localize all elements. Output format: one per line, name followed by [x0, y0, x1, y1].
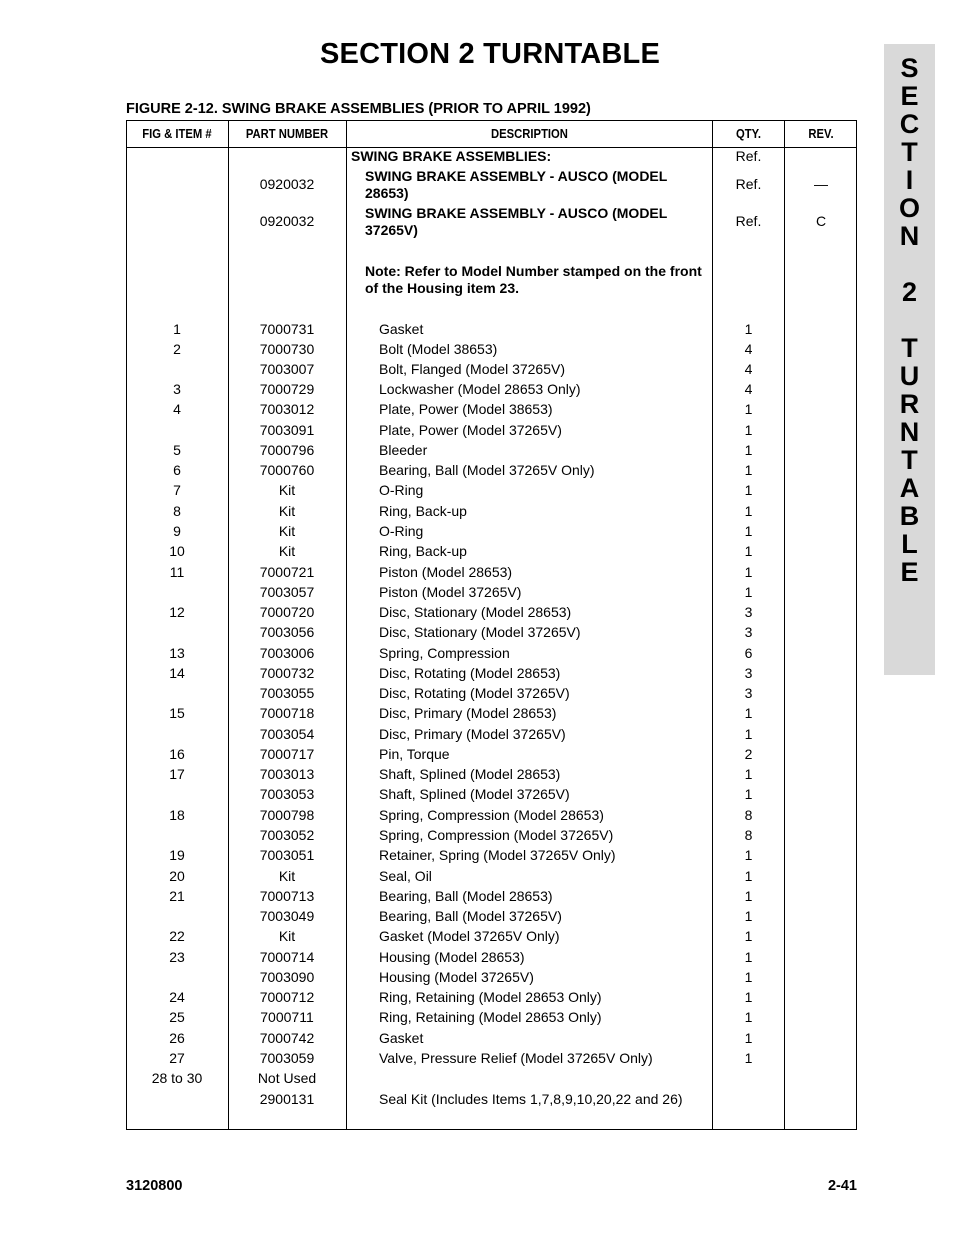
- part-number-cell: 7000717: [259, 746, 315, 762]
- part-number-cell: 7000721: [259, 564, 315, 580]
- fig-item-cell: 13: [169, 645, 185, 661]
- description-cell: Lockwasher (Model 28653 Only): [379, 381, 581, 397]
- qty-cell: 1: [744, 847, 753, 863]
- qty-cell: 1: [744, 949, 753, 965]
- qty-cell: 1: [744, 462, 753, 478]
- column-divider: [346, 121, 347, 1129]
- fig-item-cell: 2: [173, 341, 181, 357]
- description-cell: Retainer, Spring (Model 37265V Only): [379, 847, 616, 863]
- qty-cell: Ref.: [735, 148, 762, 164]
- description-cell: Bearing, Ball (Model 28653): [379, 888, 553, 904]
- description-cell: Ring, Retaining (Model 28653 Only): [379, 1009, 602, 1025]
- qty-cell: 1: [744, 401, 753, 417]
- part-number-cell: 7000742: [259, 1030, 315, 1046]
- qty-cell: 4: [744, 361, 753, 377]
- fig-item-cell: 11: [169, 564, 185, 580]
- description-cell: Gasket: [379, 1030, 424, 1046]
- description-cell: Ring, Retaining (Model 28653 Only): [379, 989, 602, 1005]
- description-cell: Bolt (Model 38653): [379, 341, 498, 357]
- description-cell: Disc, Primary (Model 28653): [379, 705, 557, 721]
- qty-cell: 3: [744, 604, 753, 620]
- fig-item-cell: 9: [173, 523, 181, 539]
- qty-cell: 1: [744, 543, 753, 559]
- qty-cell: 1: [744, 766, 753, 782]
- part-number-cell: Not Used: [257, 1070, 317, 1086]
- description-cell: Spring, Compression (Model 37265V): [379, 827, 614, 843]
- fig-item-cell: 5: [173, 442, 181, 458]
- description-cell: Gasket: [379, 321, 424, 337]
- part-number-cell: 7003056: [259, 624, 315, 640]
- qty-cell: 1: [744, 969, 753, 985]
- qty-cell: 1: [744, 422, 753, 438]
- fig-item-cell: 16: [169, 746, 185, 762]
- qty-cell: 1: [744, 908, 753, 924]
- qty-cell: 2: [744, 746, 753, 762]
- qty-cell: 1: [744, 1009, 753, 1025]
- part-number-cell: Kit: [278, 928, 296, 944]
- qty-cell: 1: [744, 1030, 753, 1046]
- qty-cell: 1: [744, 726, 753, 742]
- page-number: 2-41: [827, 1178, 857, 1194]
- description-cell: Gasket (Model 37265V Only): [379, 928, 560, 944]
- rev-cell: —: [814, 176, 828, 192]
- fig-item-cell: 8: [173, 503, 181, 519]
- side-tab-letter: C: [899, 109, 920, 139]
- description-cell: Piston (Model 28653): [379, 564, 513, 580]
- description-cell: Disc, Rotating (Model 28653): [379, 665, 561, 681]
- description-cell: Note: Refer to Model Number stamped on the front of the Housing item 23.: [365, 263, 702, 296]
- qty-cell: 1: [744, 989, 753, 1005]
- description-cell: Valve, Pressure Relief (Model 37265V Only): [379, 1050, 653, 1066]
- qty-cell: 3: [744, 685, 753, 701]
- side-tab-letter: T: [901, 333, 918, 363]
- rev-cell: C: [815, 213, 827, 229]
- part-number-cell: 7000713: [259, 888, 315, 904]
- qty-cell: 1: [744, 868, 753, 884]
- qty-cell: 1: [744, 564, 753, 580]
- part-number-cell: 7000796: [259, 442, 315, 458]
- qty-cell: Ref.: [735, 176, 762, 192]
- fig-item-cell: 24: [169, 989, 185, 1005]
- description-cell: Bearing, Ball (Model 37265V): [379, 908, 562, 924]
- description-cell: Disc, Stationary (Model 37265V): [379, 624, 581, 640]
- part-number-cell: 7000732: [259, 665, 315, 681]
- part-number-cell: 0920032: [259, 213, 315, 229]
- part-number-cell: 7003049: [259, 908, 315, 924]
- description-cell: SWING BRAKE ASSEMBLY - AUSCO (MODEL 37265V): [365, 205, 668, 238]
- fig-item-cell: 26: [169, 1030, 185, 1046]
- qty-cell: 1: [744, 1050, 753, 1066]
- qty-cell: 3: [744, 624, 753, 640]
- qty-cell: 1: [744, 584, 753, 600]
- qty-cell: 1: [744, 321, 753, 337]
- qty-cell: 4: [744, 381, 753, 397]
- side-tab-letter: O: [898, 193, 920, 223]
- description-cell: Shaft, Splined (Model 28653): [379, 766, 561, 782]
- part-number-cell: 7003059: [259, 1050, 315, 1066]
- part-number-cell: Kit: [278, 868, 296, 884]
- part-number-cell: 7003052: [259, 827, 315, 843]
- side-tab-letter: I: [905, 165, 914, 195]
- qty-cell: 3: [744, 665, 753, 681]
- description-cell: Spring, Compression (Model 28653): [379, 807, 604, 823]
- qty-cell: 8: [744, 807, 753, 823]
- description-cell: Spring, Compression: [379, 645, 510, 661]
- side-tab-letter: A: [899, 473, 920, 503]
- column-divider: [784, 121, 785, 1129]
- qty-cell: 6: [744, 645, 753, 661]
- part-number-cell: 7000711: [260, 1009, 314, 1025]
- fig-item-cell: 12: [169, 604, 185, 620]
- header-fig-item: FIG & ITEM #: [142, 127, 212, 141]
- side-tab-letter: E: [900, 557, 919, 587]
- qty-cell: Ref.: [735, 213, 762, 229]
- header-qty: QTY.: [735, 127, 762, 141]
- side-tab-letter: T: [901, 445, 918, 475]
- parts-table: [126, 120, 857, 1130]
- fig-item-cell: 1: [173, 321, 181, 337]
- part-number-cell: 0920032: [259, 176, 315, 192]
- fig-item-cell: 25: [169, 1009, 185, 1025]
- side-tab-letter: N: [899, 221, 920, 251]
- fig-item-cell: 20: [169, 868, 185, 884]
- description-cell: Seal, Oil: [379, 868, 432, 884]
- description-cell: O-Ring: [379, 523, 424, 539]
- fig-item-cell: 27: [169, 1050, 185, 1066]
- description-cell: Piston (Model 37265V): [379, 584, 522, 600]
- description-cell: Ring, Back-up: [379, 503, 467, 519]
- qty-cell: 1: [744, 503, 753, 519]
- part-number-cell: 7000718: [259, 705, 315, 721]
- description-cell: Pin, Torque: [379, 746, 450, 762]
- part-number-cell: 7003012: [259, 401, 315, 417]
- fig-item-cell: 19: [169, 847, 185, 863]
- description-cell: Disc, Stationary (Model 28653): [379, 604, 572, 620]
- part-number-cell: 7003006: [259, 645, 315, 661]
- qty-cell: 8: [744, 827, 753, 843]
- part-number-cell: 7000720: [259, 604, 315, 620]
- header-rev: REV.: [808, 127, 834, 141]
- side-tab-letter: E: [900, 81, 919, 111]
- description-cell: Seal Kit (Includes Items 1,7,8,9,10,20,22 and 26): [379, 1091, 683, 1107]
- side-tab-letter: 2: [901, 277, 918, 307]
- fig-item-cell: 6: [173, 462, 181, 478]
- fig-item-cell: 3: [173, 381, 181, 397]
- part-number-cell: 7003091: [259, 422, 315, 438]
- description-cell: SWING BRAKE ASSEMBLY - AUSCO (MODEL 28653): [365, 168, 668, 201]
- qty-cell: 1: [744, 523, 753, 539]
- description-cell: Shaft, Splined (Model 37265V): [379, 786, 570, 802]
- fig-item-cell: 17: [169, 766, 185, 782]
- part-number-cell: Kit: [278, 543, 296, 559]
- part-number-cell: 7003007: [259, 361, 315, 377]
- fig-item-cell: 28 to 30: [151, 1070, 203, 1086]
- description-cell: O-Ring: [379, 482, 424, 498]
- fig-item-cell: 10: [169, 543, 185, 559]
- fig-item-cell: 23: [169, 949, 185, 965]
- qty-cell: 1: [744, 482, 753, 498]
- part-number-cell: 2900131: [259, 1091, 315, 1107]
- figure-title: FIGURE 2-12. SWING BRAKE ASSEMBLIES (PRIOR TO APRIL 1992): [126, 101, 591, 117]
- description-cell: Disc, Rotating (Model 37265V): [379, 685, 570, 701]
- description-cell: Housing (Model 37265V): [379, 969, 534, 985]
- part-number-cell: 7003051: [259, 847, 315, 863]
- fig-item-cell: 4: [173, 401, 181, 417]
- description-cell: Plate, Power (Model 38653): [379, 401, 553, 417]
- description-cell: Housing (Model 28653): [379, 949, 525, 965]
- description-cell: Bearing, Ball (Model 37265V Only): [379, 462, 595, 478]
- side-tab-letter: T: [901, 137, 918, 167]
- part-number-cell: Kit: [278, 523, 296, 539]
- qty-cell: 1: [744, 705, 753, 721]
- part-number-cell: 7000798: [259, 807, 315, 823]
- fig-item-cell: 7: [173, 482, 181, 498]
- qty-cell: 1: [744, 888, 753, 904]
- part-number-cell: Kit: [278, 482, 296, 498]
- part-number-cell: 7003013: [259, 766, 315, 782]
- fig-item-cell: 21: [169, 888, 185, 904]
- side-tab-letter: L: [901, 529, 918, 559]
- part-number-cell: 7003055: [259, 685, 315, 701]
- section-title: SECTION 2 TURNTABLE: [320, 38, 660, 70]
- qty-cell: 1: [744, 442, 753, 458]
- side-tab-letter: S: [900, 53, 919, 83]
- header-description: DESCRIPTION: [491, 127, 568, 141]
- part-number-cell: 7000714: [259, 949, 315, 965]
- side-tab-letter: U: [899, 361, 920, 391]
- header-part-number: PART NUMBER: [245, 127, 329, 141]
- part-number-cell: Kit: [278, 503, 296, 519]
- description-cell: SWING BRAKE ASSEMBLIES:: [351, 148, 552, 164]
- part-number-cell: 7000760: [259, 462, 315, 478]
- description-cell: Bleeder: [379, 442, 428, 458]
- qty-cell: 1: [744, 928, 753, 944]
- fig-item-cell: 22: [169, 928, 185, 944]
- description-cell: Disc, Primary (Model 37265V): [379, 726, 566, 742]
- part-number-cell: 7003054: [259, 726, 315, 742]
- side-tab-letter: B: [899, 501, 920, 531]
- description-cell: Bolt, Flanged (Model 37265V): [379, 361, 565, 377]
- fig-item-cell: 15: [169, 705, 185, 721]
- fig-item-cell: 18: [169, 807, 185, 823]
- description-cell: Plate, Power (Model 37265V): [379, 422, 562, 438]
- part-number-cell: 7000729: [259, 381, 315, 397]
- side-tab-letter: R: [899, 389, 920, 419]
- document-number: 3120800: [126, 1178, 183, 1194]
- part-number-cell: 7003053: [259, 786, 315, 802]
- qty-cell: 1: [744, 786, 753, 802]
- qty-cell: 4: [744, 341, 753, 357]
- part-number-cell: 7003090: [259, 969, 315, 985]
- description-cell: Ring, Back-up: [379, 543, 467, 559]
- part-number-cell: 7000731: [259, 321, 315, 337]
- side-tab-letter: N: [899, 417, 920, 447]
- part-number-cell: 7000730: [259, 341, 315, 357]
- part-number-cell: 7000712: [259, 989, 315, 1005]
- side-section-tab: [884, 44, 935, 675]
- part-number-cell: 7003057: [259, 584, 315, 600]
- fig-item-cell: 14: [169, 665, 185, 681]
